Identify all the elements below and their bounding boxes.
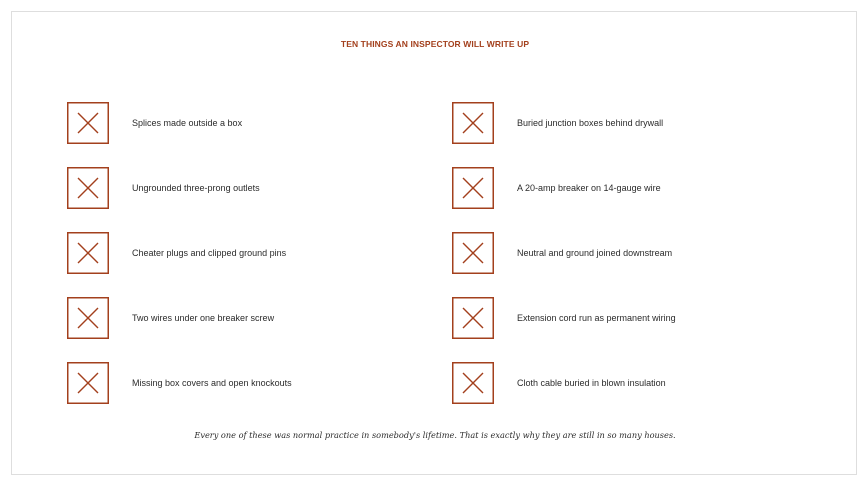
x-box-icon bbox=[67, 102, 109, 144]
list-item bbox=[67, 102, 447, 144]
list-item bbox=[452, 362, 832, 404]
x-box-icon bbox=[452, 232, 494, 274]
list-item-label: Extension cord run as permanent wiring bbox=[517, 313, 676, 323]
list-item bbox=[452, 297, 832, 339]
checklist-card bbox=[11, 11, 857, 475]
footnote: Every one of these was normal practice in somebody's lifetime. That is exactly why they are still in so many houses. bbox=[194, 430, 676, 440]
list-item-label: Two wires under one breaker screw bbox=[132, 313, 275, 323]
x-box-icon bbox=[67, 232, 109, 274]
list-item bbox=[452, 232, 832, 274]
list-item bbox=[67, 362, 447, 404]
list-item-label: A 20-amp breaker on 14-gauge wire bbox=[517, 183, 661, 193]
x-box-icon bbox=[452, 362, 494, 404]
list-item bbox=[67, 232, 447, 274]
list-item-label: Cloth cable buried in blown insulation bbox=[517, 378, 666, 388]
list-item bbox=[67, 297, 447, 339]
x-box-icon bbox=[452, 102, 494, 144]
list-item bbox=[67, 167, 447, 209]
x-box-icon bbox=[452, 167, 494, 209]
list-item-label: Cheater plugs and clipped ground pins bbox=[132, 248, 287, 258]
list-item bbox=[452, 167, 832, 209]
list-item-label: Buried junction boxes behind drywall bbox=[517, 118, 664, 128]
x-box-icon bbox=[452, 297, 494, 339]
list-item-label: Missing box covers and open knockouts bbox=[132, 378, 292, 388]
list-item-label: Neutral and ground joined downstream bbox=[517, 248, 673, 258]
list-item-label: Ungrounded three-prong outlets bbox=[132, 183, 260, 193]
list-item bbox=[452, 102, 832, 144]
list-item-label: Splices made outside a box bbox=[132, 118, 243, 128]
violation-list bbox=[12, 12, 858, 476]
page-title: TEN THINGS AN INSPECTOR WILL WRITE UP bbox=[340, 39, 530, 49]
x-box-icon bbox=[67, 167, 109, 209]
x-box-icon bbox=[67, 362, 109, 404]
x-box-icon bbox=[67, 297, 109, 339]
